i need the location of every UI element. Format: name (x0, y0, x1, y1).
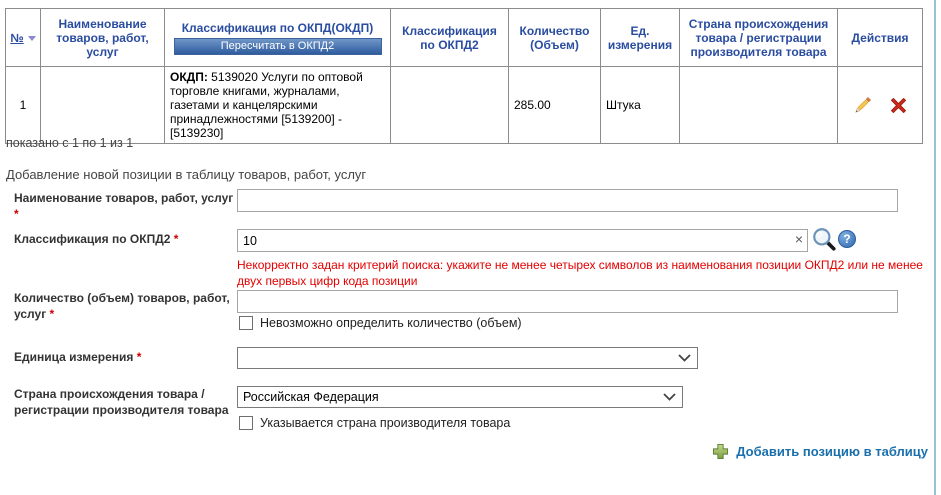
recalc-okpd2-button[interactable]: Пересчитать в ОКПД2 (174, 38, 382, 55)
page-right-border (934, 0, 936, 495)
col-header-unit: Ед. измерения (601, 9, 680, 67)
impossible-quantity-row (239, 316, 522, 330)
required-asterisk: * (136, 350, 142, 364)
producer-country-row (239, 416, 510, 430)
name-input[interactable] (237, 189, 898, 212)
okpd2-clear-icon[interactable]: × (794, 231, 803, 247)
cell-okdp (165, 67, 391, 144)
chevron-down-icon (663, 393, 676, 401)
cell-name (41, 67, 165, 144)
country-select[interactable] (237, 386, 683, 408)
edit-icon[interactable] (853, 95, 873, 115)
col-header-okpd2: Классификация по ОКПД2 (391, 9, 509, 67)
unit-select[interactable] (237, 347, 698, 369)
col-header-actions: Действия (838, 9, 923, 67)
okpd2-help-icon[interactable]: ? (838, 230, 856, 248)
unit-field-label: Единица измерения * (14, 350, 142, 364)
cell-country (680, 67, 838, 144)
cell-unit: Штука (601, 67, 680, 144)
cell-okpd2 (391, 67, 509, 144)
add-icon[interactable] (712, 443, 729, 460)
add-position-link[interactable]: Добавить позицию в таблицу (736, 444, 928, 459)
col-header-name: Наименование товаров, работ, услуг (41, 9, 165, 67)
producer-country-label: Указывается страна производителя товара (260, 416, 511, 430)
items-table (5, 8, 923, 144)
okpd2-search-error: Некорректно задан критерий поиска: укажите не менее четырех символов из наименования позиции ОКПД2 или не менее двух первых цифр кода позиции (237, 258, 923, 288)
num-sort-link[interactable]: № (10, 30, 24, 45)
okpd2-input-wrap (237, 229, 808, 252)
add-position-row[interactable] (712, 443, 928, 460)
col-header-num[interactable] (6, 9, 41, 67)
chevron-down-icon (678, 354, 691, 362)
table-header-row (6, 9, 923, 67)
col-header-country: Страна происхождения товара / регистрации производителя товара (680, 9, 838, 67)
delete-icon[interactable] (890, 97, 907, 114)
sort-desc-icon[interactable] (28, 36, 36, 41)
cell-quantity: 285.00 (509, 67, 601, 144)
required-asterisk: * (173, 232, 179, 246)
country-select-value: Российская Федерация (243, 390, 379, 404)
required-asterisk: * (49, 307, 55, 321)
quantity-field-label: Количество (объем) товаров, работ, услуг * (14, 291, 230, 321)
name-field-label: Наименование товаров, работ, услуг * (14, 191, 234, 221)
okpd2-field-label: Классификация по ОКПД2 * (14, 232, 179, 246)
col-header-quantity: Количество (Объем) (509, 9, 601, 67)
table-row (6, 67, 923, 144)
okpd2-input[interactable] (237, 229, 808, 252)
country-field-label: Страна происхождения товара / регистрации производителя товара (14, 387, 229, 417)
producer-country-checkbox[interactable] (239, 416, 253, 430)
pagination-status: показано с 1 по 1 из 1 (6, 136, 134, 150)
cell-num: 1 (6, 67, 41, 144)
impossible-quantity-checkbox[interactable] (239, 316, 253, 330)
okpd2-search-icon[interactable] (811, 226, 837, 252)
add-section-title: Добавление новой позиции в таблицу товаров, работ, услуг (6, 167, 367, 182)
required-asterisk: * (14, 207, 19, 221)
col-header-okdp: Классификация по ОКПД(ОКДП) Пересчитать в ОКПД2 (165, 9, 391, 67)
okdp-prefix: ОКДП: (170, 70, 208, 84)
quantity-input[interactable] (237, 290, 898, 313)
impossible-quantity-label: Невозможно определить количество (объем) (260, 316, 522, 330)
cell-actions (838, 67, 923, 144)
okdp-description: 5139020 Услуги по оптовой торговле книгами, журналами, газетами и канцелярскими принадлежностями [5139200] - [5139230] (170, 70, 363, 140)
